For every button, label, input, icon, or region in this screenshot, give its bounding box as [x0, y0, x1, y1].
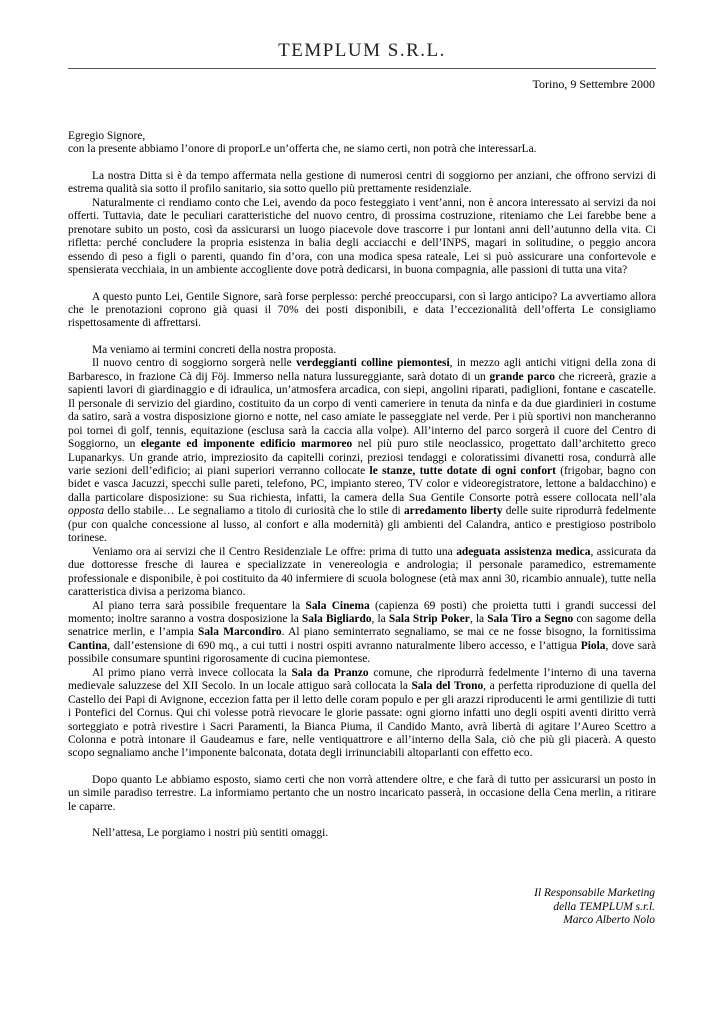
paragraph-6: Veniamo ora ai servizi che il Centro Residenziale Le offre: prima di tutto una adeguata assistenza medica, assicurata da due dottoresse fresche di laurea e specializzate in venereologia e andrologia; il personale paramedico, estremamente professionale e disponibile, è poi costituito da 40 infermiere di scuola bolognese (età max anni 30, ricambio annuale), tutte nella caratteristica divisa a perizoma bianco.: [68, 545, 656, 599]
paragraph-9: Dopo quanto Le abbiamo esposto, siamo certi che non vorrà attendere oltre, e che farà di tutto per assicurarsi un posto in un simile paradiso terrestre. La informiamo pertanto che un nostro incaricato passerà, in occasione della Cena merlin, a ritirare le caparre.: [68, 773, 656, 813]
paragraph-2: Naturalmente ci rendiamo conto che Lei, avendo da poco festeggiato i vent’anni, non è ancora interessato ai servizi da noi offerti. Tuttavia, date le peculiari caratteristiche del nuovo centro, di prossima costruzione, riteniamo che Lei farebbe bene a prenotare subito un posto, così da assicurarsi un luogo piacevole dove trascorre i pur lontani anni dell’autunno della vita. Ci rifletta: perché concludere la propria esistenza in balia degli acciacchi e dell’INPS, magari in solitudine, o peggio ancora essendo di peso a figli o parenti, quando fin d’ora, con una modica spesa rateale, Lei si può assicurare una confortevole e spensierata vecchiaia, in un ambiente accogliente dove potrà dedicarsi, in buona compagnia, alle passioni di tutta una vita?: [68, 196, 656, 277]
signature-role: Il Responsabile Marketing: [534, 887, 655, 899]
paragraph-7: Al piano terra sarà possibile frequentare la Sala Cinema (capienza 69 posti) che proietta tutti i grandi successi del momento; inoltre saranno a vostra dosposizione la Sala Bigliardo, la Sala Strip Poker, la Sala Tiro a Segno con sagome della senatrice merlin, e l’ampia Sala Marcondiro. Al piano seminterrato segnaliamo, se mai ce ne fosse bisogno, la fornitissima Cantina, dall’estensione di 690 mq., a cui tutti i nostri ospiti avranno naturalmente libero accesso, e l’attigua Piola, dove sarà possibile consumare spuntini rigorosamente di cucina piemontese.: [68, 599, 657, 666]
company-letterhead: TEMPLUM S.R.L.: [278, 40, 446, 61]
paragraph-3: A questo punto Lei, Gentile Signore, sarà forse perplesso: perché preoccuparsi, con sì largo anticipo? La avvertiamo allora che le prenotazioni coprono già quasi il 70% dei posti disponibili, e data l’eccezionalità dell’offerta Le consigliamo rispettosamente di affrettarsi.: [68, 290, 656, 330]
signature-block: [534, 887, 655, 928]
paragraph-1: La nostra Ditta si è da tempo affermata nella gestione di numerosi centri di soggiorno per anziani, che offrono servizi di estrema qualità sia sotto il profilo sanitario, sia sotto quello più prettamente residenziale.: [68, 169, 656, 196]
letter-body: [68, 130, 656, 841]
paragraph-4: Ma veniamo ai termini concreti della nostra proposta.: [92, 343, 337, 356]
closing-line: Nell’attesa, Le porgiamo i nostri più sentiti omaggi.: [92, 827, 329, 840]
signature-name: Marco Alberto Nolo: [563, 914, 655, 926]
header-divider: [68, 68, 656, 69]
intro-line: con la presente abbiamo l’onore di proporLe un’offerta che, ne siamo certi, non potrà che interessarLa.: [68, 143, 537, 156]
letter-date: Torino, 9 Settembre 2000: [532, 77, 655, 91]
signature-company: della TEMPLUM s.r.l.: [553, 900, 655, 913]
paragraph-8: Al primo piano verrà invece collocata la Sala da Pranzo comune, che riprodurrà fedelmente l’interno di una taverna medievale saluzzese del XII Secolo. In un locale attiguo sarà collocata la Sala del Trono, a perfetta riproduzione di quella del Castello dei Papi di Avignone, eccezion fatta per il letto delle coram populo e per gli arazzi riproducenti le armi gentilizie di tutti i Pontefici del Cornus. Qui chi volesse potrà rievocare le glorie passate: ogni giorno infatti uno degli ospiti aventi diritto verrà sorteggiato e potrà rivestire i Sacri Paramenti, la Bianca Piuma, il Candido Manto, avrà libertà di agitare l’Aureo Scettro a Colonna e potrà intonare il Gaudeamus e fare, nelle ventiquattrore e all’interno della Sala, ciò che più gli piacerà. A questo scopo segnaliamo anche l’imponente balconata, dotata degli irrinunciabili altoparlanti con effetto eco.: [68, 666, 656, 760]
salutation: Egregio Signore,: [68, 130, 146, 142]
paragraph-5: Il nuovo centro di soggiorno sorgerà nelle verdeggianti colline piemontesi, in mezzo agli antichi vitigni della zona di Barbaresco, in frazione Cà dij Föj. Immerso nella natura lussureggiante, sarà dotato di un grande parco che ricreerà, grazie a sapienti lavori di giardinaggio e di idraulica, un’atmosfera arcadica, con siepi, angolini riparati, padiglioni, fontane e cascatelle. Il personale di servizio del giardino, costituito da un corpo di venti cameriere in tenuta da ninfa e da due giardinieri in costume da satiro, sarà a vostra disposizione giorno e notte, nel caso amiate le passeggiate nel verde. Per i più sportivi non mancheranno poi tornei di golf, tennis, equitazione (esclusa sarà la caccia alla volpe). All’interno del parco sorgerà il cuore del Centro di Soggiorno, un elegante ed imponente edificio marmoreo nel più puro stile neoclassico, progettato dall’architetto greco Lupanarkys. Un grande atrio, impreziosito da capitelli corinzi, preziosi tendaggi e coloratissimi divanetti rosa, condurrà alle varie sezioni dell’edificio; ai piani superiori verranno collocate le stanze, tutte dotate di ogni confort (frigobar, bagno con bidet e vasca Jacuzzi, specchi sulle pareti, telefono, PC, impianto stereo, TV color e videoregistratore, lettone a baldacchino) e dalla particolare disposizione: su Sua richiesta, infatti, la camera della Sua Gentile Consorte potrà essere collocata nell’ala opposta dello stabile… Le segnaliamo a titolo di curiosità che lo stile di arredamento liberty delle suite riprodurrà fedelmente (pur con qualche concessione al lusso, al confort e alla modernità) gli ambienti del Calandra, antico e prestigioso postribolo torinese.: [68, 357, 657, 545]
